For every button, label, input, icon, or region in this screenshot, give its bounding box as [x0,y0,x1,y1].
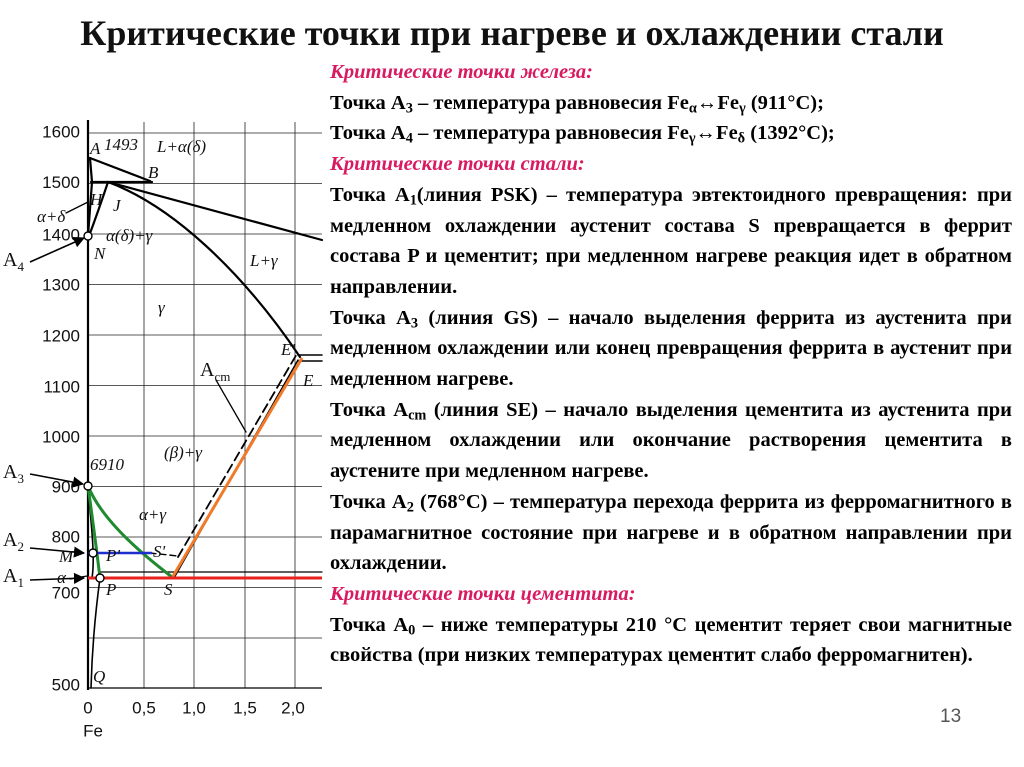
se-line [172,358,302,578]
subscript: 0 [408,622,416,639]
text-segment: (линия GS) – начало выделения феррита из аустенита при медленном охлаждении или конец превращения феррита в аустенит при медленном нагреве. [330,306,1012,391]
text-segment: – температура равновесия Fe [412,91,689,114]
text-segment: Точка A [330,183,410,206]
liquidus-ab-line [90,158,150,181]
subscript: 1 [409,192,417,209]
steel-a1-paragraph [330,180,1012,303]
text-segment: Точка A [330,122,406,145]
a1-label: $A_1$ [3,565,24,590]
text-segment: Точка A [330,490,407,513]
label-point-e: E [303,371,314,390]
y-tick-label: 1400 [42,225,80,245]
x-tick-label: 0 [83,698,93,718]
label-6910: 6910 [90,455,124,474]
subscript: 3 [410,315,419,332]
label-1493: 1493 [104,135,138,154]
label-point-p: P [106,580,117,599]
iron-a4-paragraph [330,118,1012,149]
subscript: cm [408,407,427,424]
x-axis-label: Fe [83,721,103,741]
text-segment: Точка A [330,398,409,421]
subscript: α [688,100,697,117]
x-tick-labels [83,698,305,740]
alpha-delta-pointer-line [66,202,88,213]
critical-points-text [330,57,1012,765]
steel-points-heading: Критические точки стали: [330,153,585,176]
y-tick-label: 800 [51,527,80,547]
y-tick-label: 1100 [43,377,80,397]
label-l-alpha-delta: L+α(δ) [157,137,207,156]
diagram-grid [88,122,322,688]
label-point-s-prime: S' [153,542,166,561]
y-tick-label: 700 [51,583,80,603]
iron-points-heading: Критические точки железа: [330,61,593,83]
a2-label: $A_2$ [3,529,24,554]
label-point-s: S [164,580,173,599]
text-segment: Точка A [330,306,411,329]
y-tick-label: 1300 [42,275,80,295]
label-point-q: Q [93,667,106,686]
y-tick-label: 500 [51,675,80,695]
text-segment: (линия SE) – начало выделения цементита из аустенита при медленном охлаждении или окончание растворения цементита в аустените при медленном нагреве. [330,398,1012,483]
subscript: δ [737,130,746,147]
cementite-a0-paragraph [330,610,1012,671]
subscript: 3 [405,100,413,117]
point-n-marker [84,232,92,240]
iron-a3-paragraph [330,88,1012,119]
subscript: γ [688,130,696,147]
steel-a2-paragraph [330,487,1012,579]
x-tick-label: 2,0 [281,698,305,718]
text-segment: (1392°C); [745,122,835,145]
label-l-gamma: L+γ [250,251,278,270]
a3-label: $A_3$ [3,461,24,486]
label-point-h: H [90,190,103,209]
label-point-b: B [148,163,159,182]
point-g-marker [84,482,92,490]
label-point-e-prime: E' [281,340,296,359]
page-number: 13 [940,706,962,727]
x-tick-label: 1,5 [233,698,257,718]
slide-title: Критические точки при нагреве и охлаждении стали [80,13,944,53]
steel-a3-paragraph [330,303,1012,395]
y-tick-label: 1000 [42,427,80,447]
iron-carbon-diagram [0,0,330,767]
a2-arrow [30,548,84,553]
x-tick-label: 1,0 [182,698,206,718]
text-segment: ↔Fe [695,122,738,145]
label-point-n: N [94,244,106,263]
label-beta-gamma: (β)+γ [164,443,202,462]
y-tick-label: 1500 [42,172,80,192]
cementite-points-heading: Критические точки цементита: [330,582,636,605]
steel-acm-paragraph [330,395,1012,487]
gs-line [88,486,172,577]
a4-label: $A_4$ [3,249,24,274]
label-alpha-delta-gamma: α(δ)+γ [106,226,153,245]
subscript: 4 [405,130,413,147]
text-segment: (911°C); [745,91,824,114]
y-tick-label: 1600 [42,122,80,142]
acm-label: $A_{cm}$ [200,359,231,384]
text-segment: Точка A [330,91,406,114]
label-alpha-delta: α+δ [37,207,66,226]
point-m-marker [89,549,97,557]
solidus-ah-line [90,158,92,182]
label-alpha: α [57,568,66,587]
acm-pointer-line [216,380,246,432]
label-point-a: A [90,139,101,158]
label-gamma: γ [158,298,165,317]
text-segment: – температура равновесия Fe [412,122,689,145]
y-tick-label: 900 [51,477,80,497]
label-point-j: J [113,196,121,215]
label-alpha-gamma: α+γ [139,505,167,524]
label-point-m: M [59,547,74,566]
point-p-marker [96,574,104,582]
x-tick-label: 0,5 [132,698,156,718]
text-segment: (768°C) – температура перехода феррита из ферромагнитного в парамагнитное состояние при нагреве и в обратном направлении при охлаждении. [330,490,1012,575]
text-segment: Точка A [330,613,409,636]
text-segment: (линия PSK) – температура эвтектоидного превращения: при медленном охлаждении аустенит состава S превращается в феррит состава P и цементит; при медленном нагреве реакция идет в обратном направлении. [330,183,1012,298]
text-segment: – ниже температуры 210 °C цементит теряет свои магнитные свойства (при низких температурах цементит слабо ферромагнитен). [330,613,1012,667]
subscript: γ [738,100,746,117]
subscript: 2 [406,499,414,516]
label-point-p-prime: P' [106,546,121,565]
text-segment: ↔Fe [696,91,739,114]
y-tick-label: 1200 [42,326,80,346]
